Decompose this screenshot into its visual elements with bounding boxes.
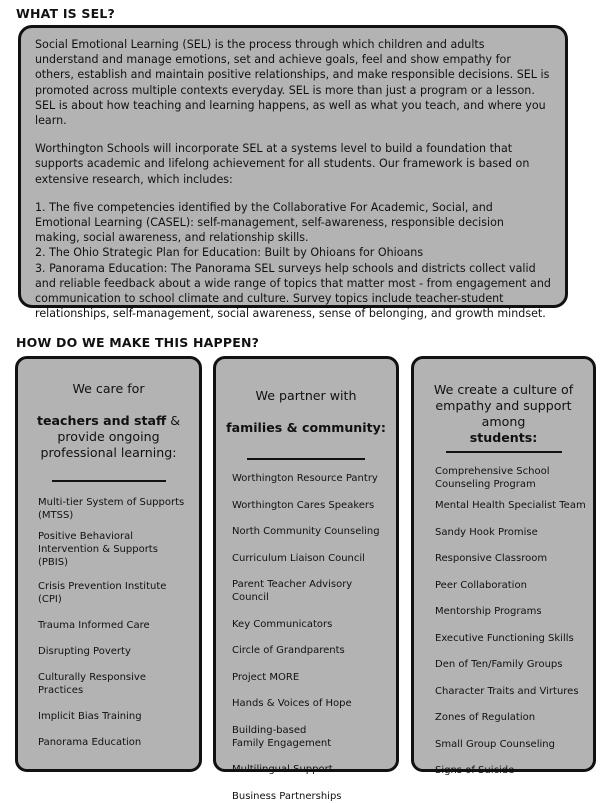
list-item: Executive Functioning Skills bbox=[435, 632, 574, 644]
list-item: Parent Teacher Advisory Council bbox=[232, 579, 353, 603]
list-item: Comprehensive School Counseling Program bbox=[435, 466, 550, 490]
list-item: Curriculum Liaison Council bbox=[232, 552, 365, 564]
list-item: Crisis Prevention Institute (CPI) bbox=[38, 581, 167, 605]
col1-head-bold: teachers and staff bbox=[36, 413, 167, 428]
teachers-staff-list bbox=[18, 482, 199, 749]
list-item: Implicit Bias Training bbox=[38, 711, 142, 722]
list-item: Business Partnerships bbox=[232, 790, 342, 802]
list-item: Worthington Cares Speakers bbox=[232, 499, 375, 511]
list-item: Small Group Counseling bbox=[435, 738, 555, 750]
col1-head-post: & provide ongoing professional learning: bbox=[40, 413, 181, 460]
families-community-column-header bbox=[216, 372, 396, 452]
list-item: Zones of Regulation bbox=[435, 712, 536, 723]
sel-list-item-2: 2. The Ohio Strategic Plan for Education: Built by Ohioans for Ohioans bbox=[35, 246, 424, 260]
sel-list-item-3: 3. Panorama Education: The Panorama SEL surveys help schools and districts collect valid and reliable feedback about a wide range of topics that matter most - from engagement and communication to school climate and culture. Survey topics include teacher-student relationships, self-management, social awareness, sense of belonging, and growth mindset. bbox=[35, 261, 551, 321]
list-item: Hands & Voices of Hope bbox=[232, 698, 352, 709]
list-item: Key Communicators bbox=[232, 618, 333, 630]
list-item: Sandy Hook Promise bbox=[435, 526, 538, 538]
list-item: Worthington Resource Pantry bbox=[232, 473, 378, 484]
list-item: Den of Ten/Family Groups bbox=[435, 659, 563, 670]
col3-head-bold: students: bbox=[469, 430, 538, 445]
list-item: Mentorship Programs bbox=[435, 606, 542, 617]
col2-head-line2 bbox=[220, 420, 392, 436]
list-item: Culturally Responsive Practices bbox=[38, 672, 146, 696]
list-item: Multilingual Support bbox=[232, 764, 333, 775]
list-item: Peer Collaboration bbox=[435, 579, 527, 591]
list-item: Panorama Education bbox=[38, 737, 142, 748]
teachers-staff-column-header bbox=[18, 365, 199, 477]
list-item: Circle of Grandparents bbox=[232, 645, 345, 656]
list-item: Multi-tier System of Supports (MTSS) bbox=[38, 497, 185, 521]
teachers-staff-column bbox=[15, 356, 202, 772]
col3-head-pre: We create a culture of empathy and support among bbox=[433, 382, 574, 429]
col2-head-line1: We partner with bbox=[255, 388, 357, 403]
list-item: Building-based Family Engagement bbox=[232, 724, 332, 749]
how-heading: HOW DO WE MAKE THIS HAPPEN? bbox=[16, 335, 260, 350]
families-community-list bbox=[216, 460, 396, 803]
list-item: Trauma Informed Care bbox=[38, 620, 150, 631]
sel-framework-paragraph: Worthington Schools will incorporate SEL at a systems level to build a foundation that supports academic and lifelong achievement for all students. Our framework is based on extensive research, which includes: bbox=[35, 142, 530, 186]
what-is-sel-heading: WHAT IS SEL? bbox=[16, 6, 115, 21]
students-list bbox=[414, 453, 593, 777]
list-item: Mental Health Specialist Team bbox=[435, 500, 586, 511]
list-item: Signs of Suicide bbox=[435, 765, 515, 776]
students-column bbox=[411, 356, 596, 776]
students-column-header bbox=[414, 366, 593, 446]
sel-definition-paragraph: Social Emotional Learning (SEL) is the process through which children and adults understand and manage emotions, set and achieve goals, feel and show empathy for others, establish and maintain positive relationships, and make responsible decisions. SEL is promoted across multiple contexts everyday. SEL is more than just a program or a lesson. SEL is about how teaching and learning happens, as well as what you teach, and where you learn. bbox=[35, 38, 550, 128]
col2-head-bold: families & community: bbox=[226, 420, 386, 435]
list-item: Responsive Classroom bbox=[435, 553, 548, 564]
list-item: Character Traits and Virtures bbox=[435, 685, 579, 697]
col1-head-line2 bbox=[22, 413, 195, 461]
list-item: North Community Counseling bbox=[232, 526, 380, 537]
families-community-column bbox=[213, 356, 399, 802]
col1-head-line1: We care for bbox=[72, 381, 145, 396]
list-item: Disrupting Poverty bbox=[38, 646, 131, 657]
list-item: Project MORE bbox=[232, 671, 300, 683]
what-is-sel-box bbox=[18, 25, 568, 321]
sel-list-item-1: 1. The five competencies identified by the Collaborative For Academic, Social, and Emotional Learning (CASEL): self-management, self-awareness, responsible decision making, social awareness, and relationship skills. bbox=[35, 200, 504, 245]
list-item: Positive Behavioral Intervention & Supports (PBIS) bbox=[38, 531, 158, 568]
